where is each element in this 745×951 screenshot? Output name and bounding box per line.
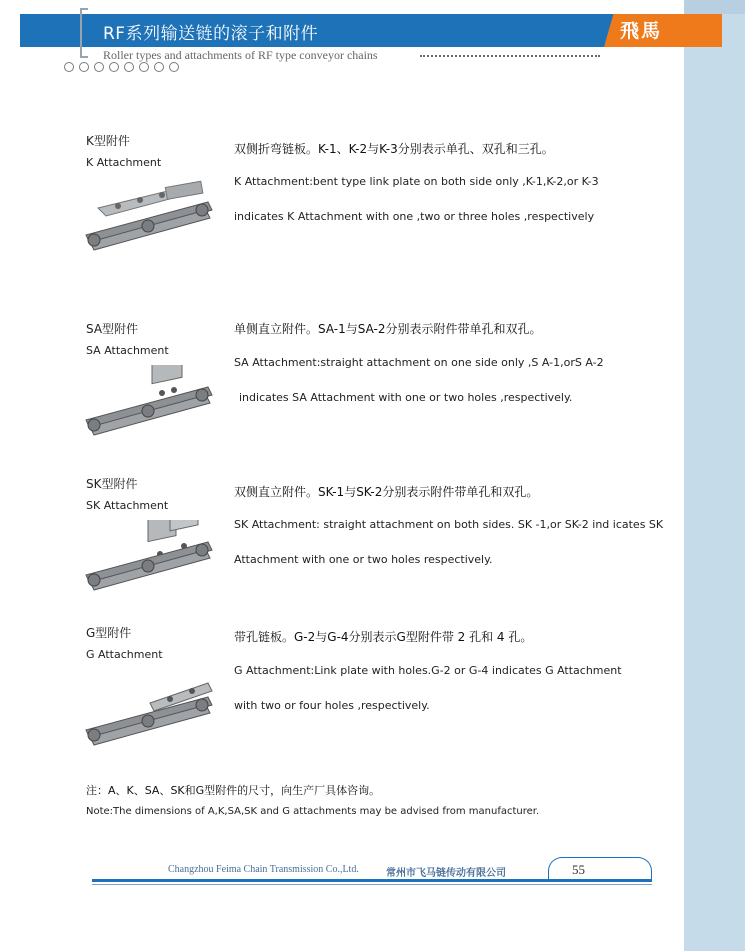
sk-attachment-label-en: SK Attachment [86, 499, 169, 512]
page-subtitle: Roller types and attachments of RF type conveyor chains [103, 48, 378, 62]
g-attachment-label-en: G Attachment [86, 648, 163, 661]
footer-rule [92, 879, 652, 882]
k-attachment-label-cn: K型附件 [86, 134, 130, 148]
g-attachment-label-cn: G型附件 [86, 626, 132, 640]
header-bracket-decoration [80, 8, 88, 58]
footer-company-cn: 常州市飞马链传动有限公司 [386, 868, 506, 879]
sk-attachment-desc-cn: 双侧直立附件。SK-1与SK-2分别表示附件带单孔和双孔。 [234, 485, 539, 499]
dotted-divider [420, 55, 600, 57]
sk-attachment-chain-image [80, 520, 220, 595]
g-attachment-chain-image [80, 675, 220, 750]
footer-company-en: Changzhou Feima Chain Transmission Co.,Ltd. [168, 864, 359, 875]
g-attachment-desc-cn: 带孔链板。G-2与G-4分别表示G型附件带 2 孔和 4 孔。 [234, 630, 533, 644]
k-attachment-label-en: K Attachment [86, 156, 162, 169]
page-title: RF系列输送链的滚子和附件 [103, 24, 319, 44]
brand-logo-text: 飛馬 [620, 20, 663, 42]
sa-attachment-chain-image [80, 365, 220, 440]
k-attachment-chain-image [80, 180, 220, 255]
g-attachment-desc-en-2: with two or four holes ,respectively. [234, 699, 430, 712]
k-attachment-desc-en-2: indicates K Attachment with one ,two or three holes ,respectively [234, 210, 595, 223]
page-number-frame [548, 857, 652, 880]
sk-attachment-label-cn: SK型附件 [86, 477, 138, 491]
page-number: 55 [572, 862, 585, 877]
k-attachment-desc-en-1: K Attachment:bent type link plate on both side only ,K-1,K-2,or K-3 [234, 175, 599, 188]
sa-attachment-label-en: SA Attachment [86, 344, 169, 357]
circle-decoration [64, 62, 179, 72]
sk-attachment-desc-en-1: SK Attachment: straight attachment on both sides. SK -1,or SK-2 ind icates SK [234, 518, 664, 531]
sk-attachment-desc-en-2: Attachment with one or two holes respectively. [234, 553, 493, 566]
sa-attachment-desc-en-1: SA Attachment:straight attachment on one side only ,S A-1,orS A-2 [234, 356, 604, 369]
note-en: Note:The dimensions of A,K,SA,SK and G attachments may be advised from manufacturer. [86, 806, 540, 817]
footer-rule-thin [92, 884, 652, 885]
sa-attachment-desc-cn: 单侧直立附件。SA-1与SA-2分别表示附件带单孔和双孔。 [234, 322, 542, 336]
k-attachment-desc-cn: 双侧折弯链板。K-1、K-2与K-3分别表示单孔、双孔和三孔。 [234, 142, 554, 156]
sa-attachment-desc-en-2: indicates SA Attachment with one or two holes ,respectively. [239, 391, 573, 404]
note-cn: 注：A、K、SA、SK和G型附件的尺寸，向生产厂具体咨询。 [86, 784, 381, 797]
right-side-strip [684, 0, 745, 951]
right-side-strip-top [684, 0, 745, 14]
g-attachment-desc-en-1: G Attachment:Link plate with holes.G-2 or G-4 indicates G Attachment [234, 664, 622, 677]
sa-attachment-label-cn: SA型附件 [86, 322, 139, 336]
